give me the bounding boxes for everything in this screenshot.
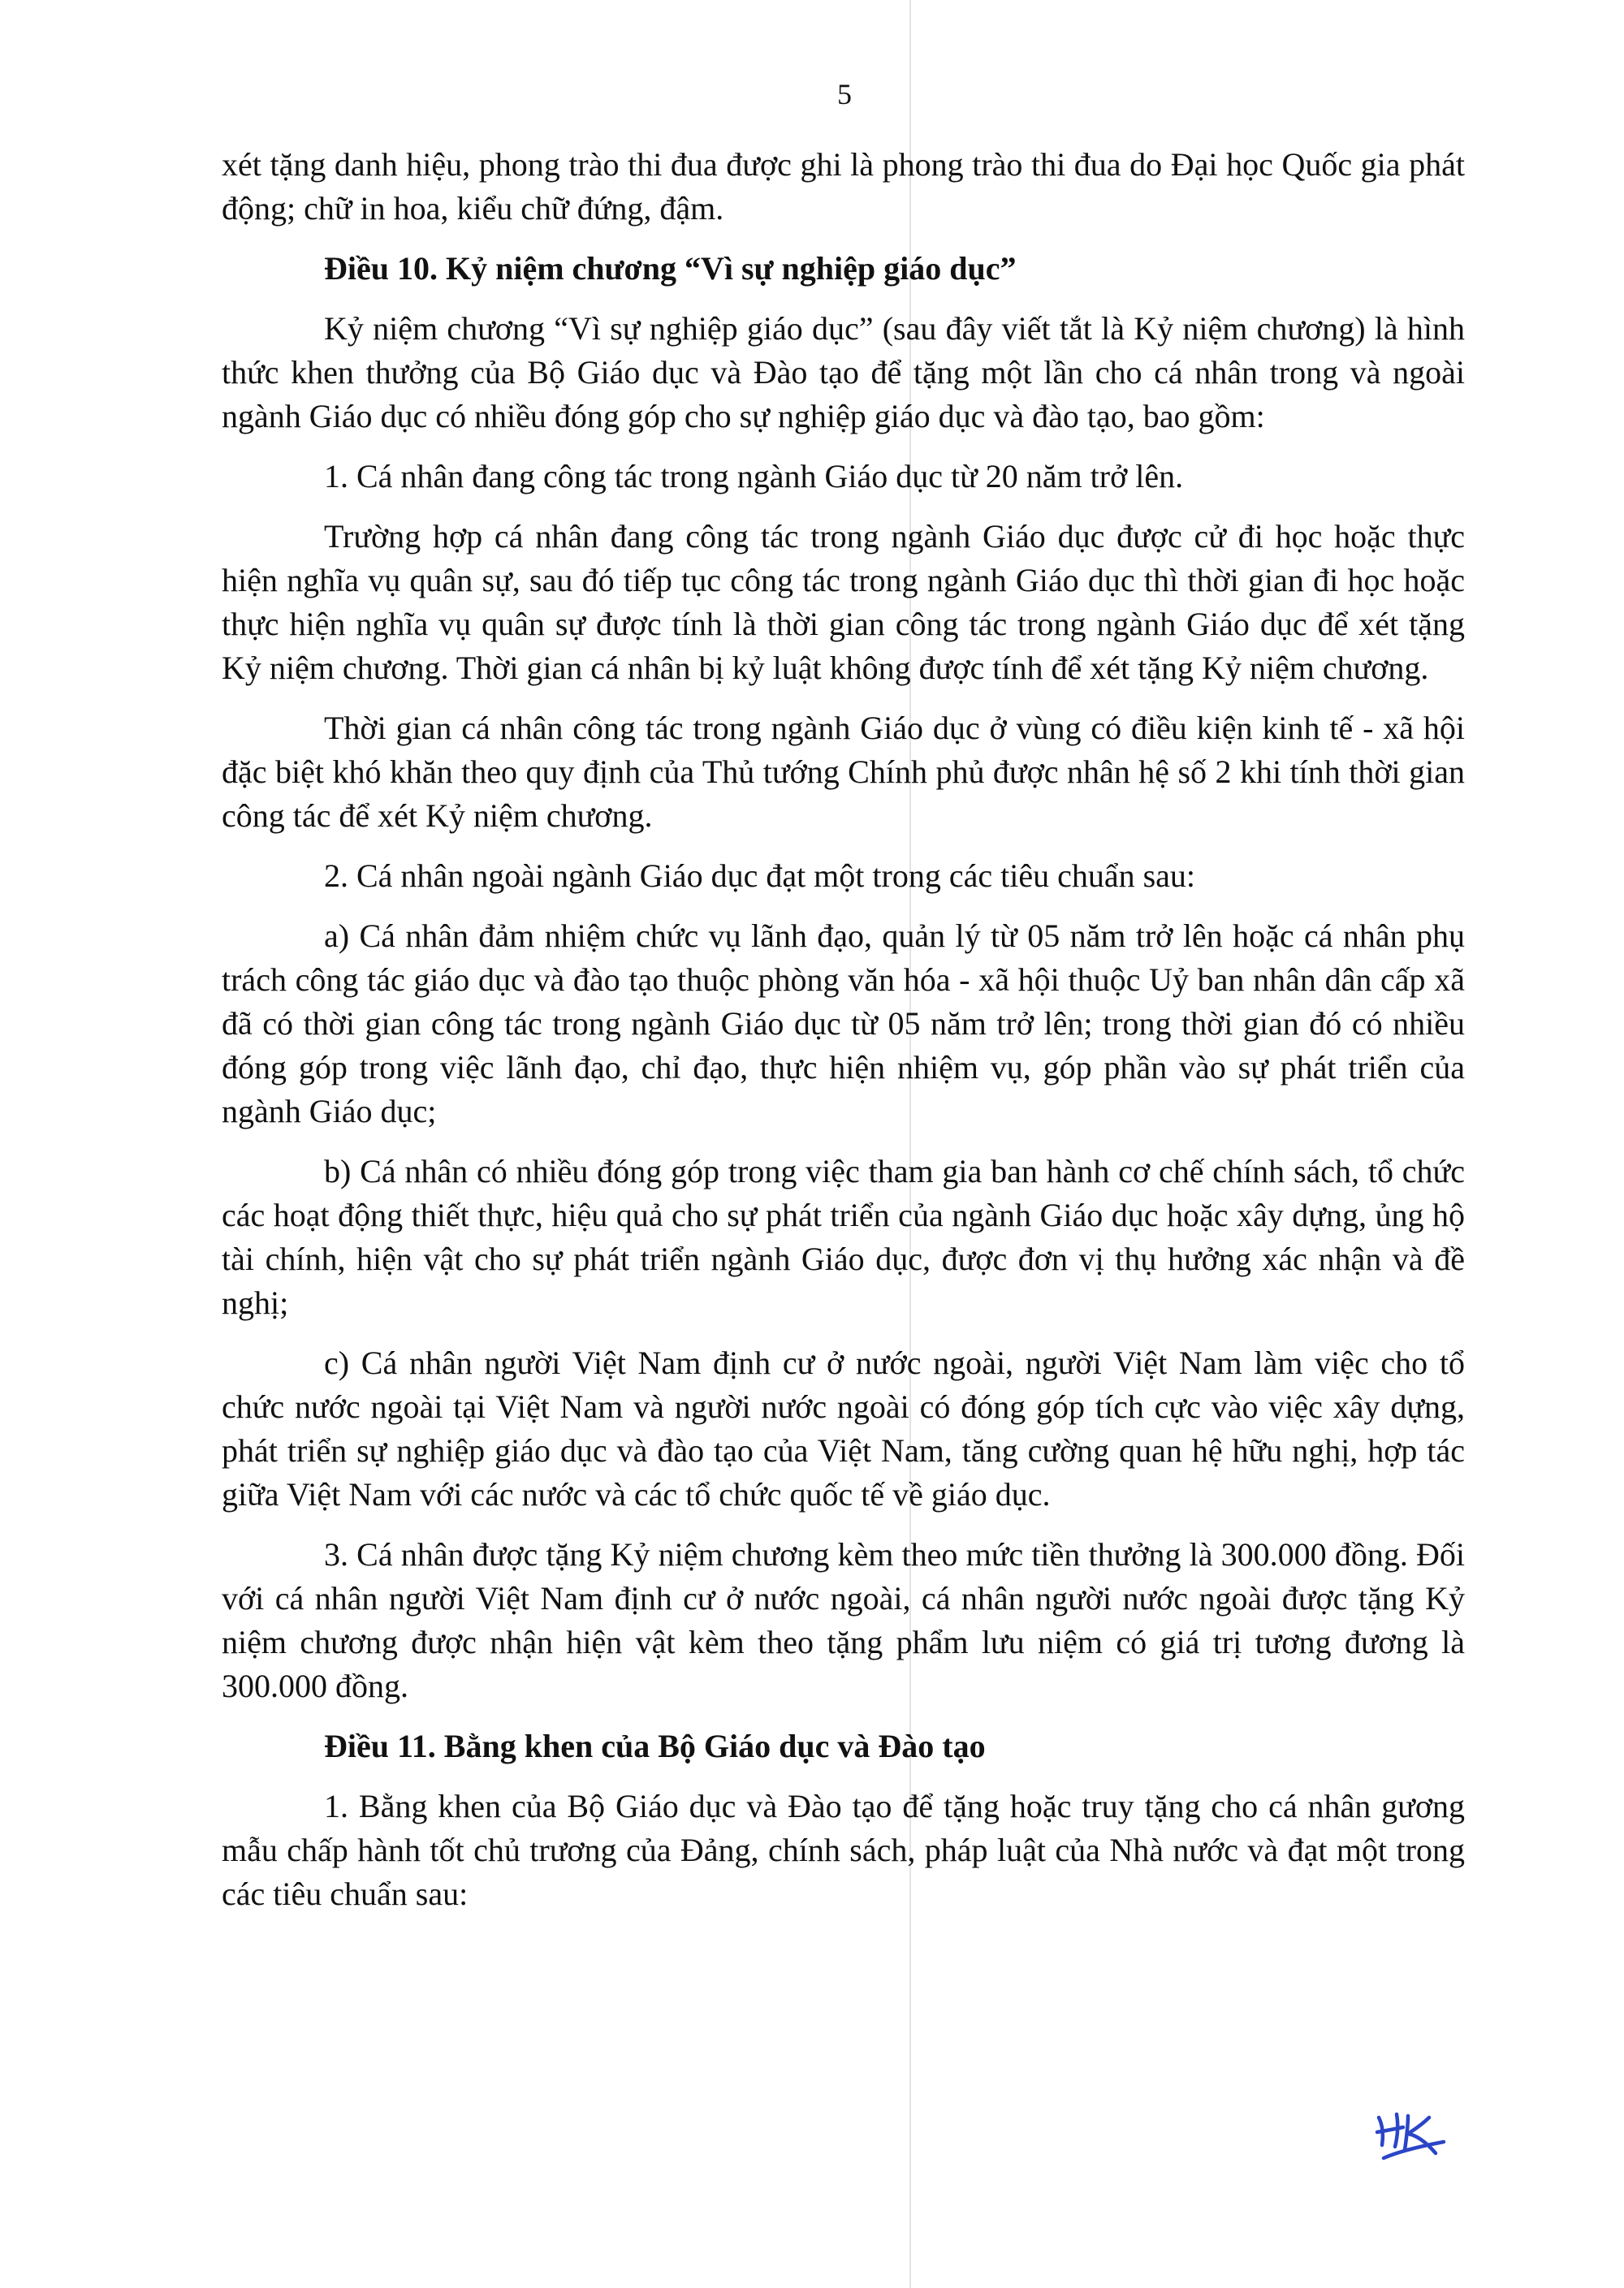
signature-icon (1371, 2109, 1449, 2166)
article-10-clause-1-detail-b: Thời gian cá nhân công tác trong ngành Giáo dục ở vùng có điều kiện kinh tế - xã hội đặc biệt khó khăn theo quy định của Thủ tướng Chính phủ được nhân hệ số 2 khi tính thời gian công tác để xét Kỷ niệm chương. (222, 710, 1465, 834)
article-10-clause-1: 1. Cá nhân đang công tác trong ngành Giáo dục từ 20 năm trở lên. (324, 458, 1184, 494)
article-10-clause-2-item-b: b) Cá nhân có nhiều đóng góp trong việc tham gia ban hành cơ chế chính sách, tổ chức các hoạt động thiết thực, hiệu quả cho sự phát triển của ngành Giáo dục hoặc xây dựng, ủng hộ tài chính, hiện vật cho sự phát triển ngành Giáo dục, được đơn vị thụ hưởng xác nhận và đề nghị; (222, 1153, 1465, 1321)
page-number: 5 (837, 78, 852, 110)
article-10-clause-2-item-a: a) Cá nhân đảm nhiệm chức vụ lãnh đạo, quản lý từ 05 năm trở lên hoặc cá nhân phụ trách công tác giáo dục và đào tạo thuộc phòng văn hóa - xã hội thuộc Uỷ ban nhân dân cấp xã đã có thời gian công tác trong ngành Giáo dục từ 05 năm trở lên; trong thời gian đó có nhiều đóng góp trong việc lãnh đạo, chỉ đạo, thực hiện nhiệm vụ, góp phần vào sự phát triển của ngành Giáo dục; (222, 917, 1465, 1129)
article-10-clause-3: 3. Cá nhân được tặng Kỷ niệm chương kèm theo mức tiền thưởng là 300.000 đồng. Đối với cá nhân người Việt Nam định cư ở nước ngoài, cá nhân người nước ngoài được tặng Kỷ niệm chương được nhận hiện vật kèm theo tặng phẩm lưu niệm có giá trị tương đương là 300.000 đồng. (222, 1536, 1465, 1704)
article-11-clause-1: 1. Bằng khen của Bộ Giáo dục và Đào tạo để tặng hoặc truy tặng cho cá nhân gương mẫu chấp hành tốt chủ trương của Đảng, chính sách, pháp luật của Nhà nước và đạt một trong các tiêu chuẩn sau: (222, 1788, 1465, 1912)
article-10-heading: Điều 10. Kỷ niệm chương “Vì sự nghiệp giáo dục” (324, 250, 1017, 287)
article-11-heading: Điều 11. Bằng khen của Bộ Giáo dục và Đào tạo (324, 1728, 986, 1764)
article-10-clause-2-item-c: c) Cá nhân người Việt Nam định cư ở nước ngoài, người Việt Nam làm việc cho tổ chức nước ngoài tại Việt Nam và người nước ngoài có đóng góp tích cực vào việc xây dựng, phát triển sự nghiệp giáo dục và đào tạo của Việt Nam, tăng cường quan hệ hữu nghị, hợp tác giữa Việt Nam với các nước và các tổ chức quốc tế về giáo dục. (222, 1345, 1465, 1513)
article-10-intro: Kỷ niệm chương “Vì sự nghiệp giáo dục” (sau đây viết tắt là Kỷ niệm chương) là hình thức khen thưởng của Bộ Giáo dục và Đào tạo để tặng một lần cho cá nhân trong và ngoài ngành Giáo dục có nhiều đóng góp cho sự nghiệp giáo dục và đào tạo, bao gồm: (222, 310, 1465, 434)
paragraph-intro: xét tặng danh hiệu, phong trào thi đua được ghi là phong trào thi đua do Đại học Quốc gia phát động; chữ in hoa, kiểu chữ đứng, đậm. (222, 146, 1465, 227)
handwritten-initials-signature (1371, 2109, 1449, 2166)
article-10-clause-1-detail-a: Trường hợp cá nhân đang công tác trong ngành Giáo dục được cử đi học hoặc thực hiện nghĩa vụ quân sự, sau đó tiếp tục công tác trong ngành Giáo dục thì thời gian đi học hoặc thực hiện nghĩa vụ quân sự được tính là thời gian công tác trong ngành Giáo dục để xét tặng Kỷ niệm chương. Thời gian cá nhân bị kỷ luật không được tính để xét tặng Kỷ niệm chương. (222, 518, 1465, 686)
document-body (222, 143, 1465, 1932)
article-10-clause-2: 2. Cá nhân ngoài ngành Giáo dục đạt một trong các tiêu chuẩn sau: (324, 857, 1196, 894)
